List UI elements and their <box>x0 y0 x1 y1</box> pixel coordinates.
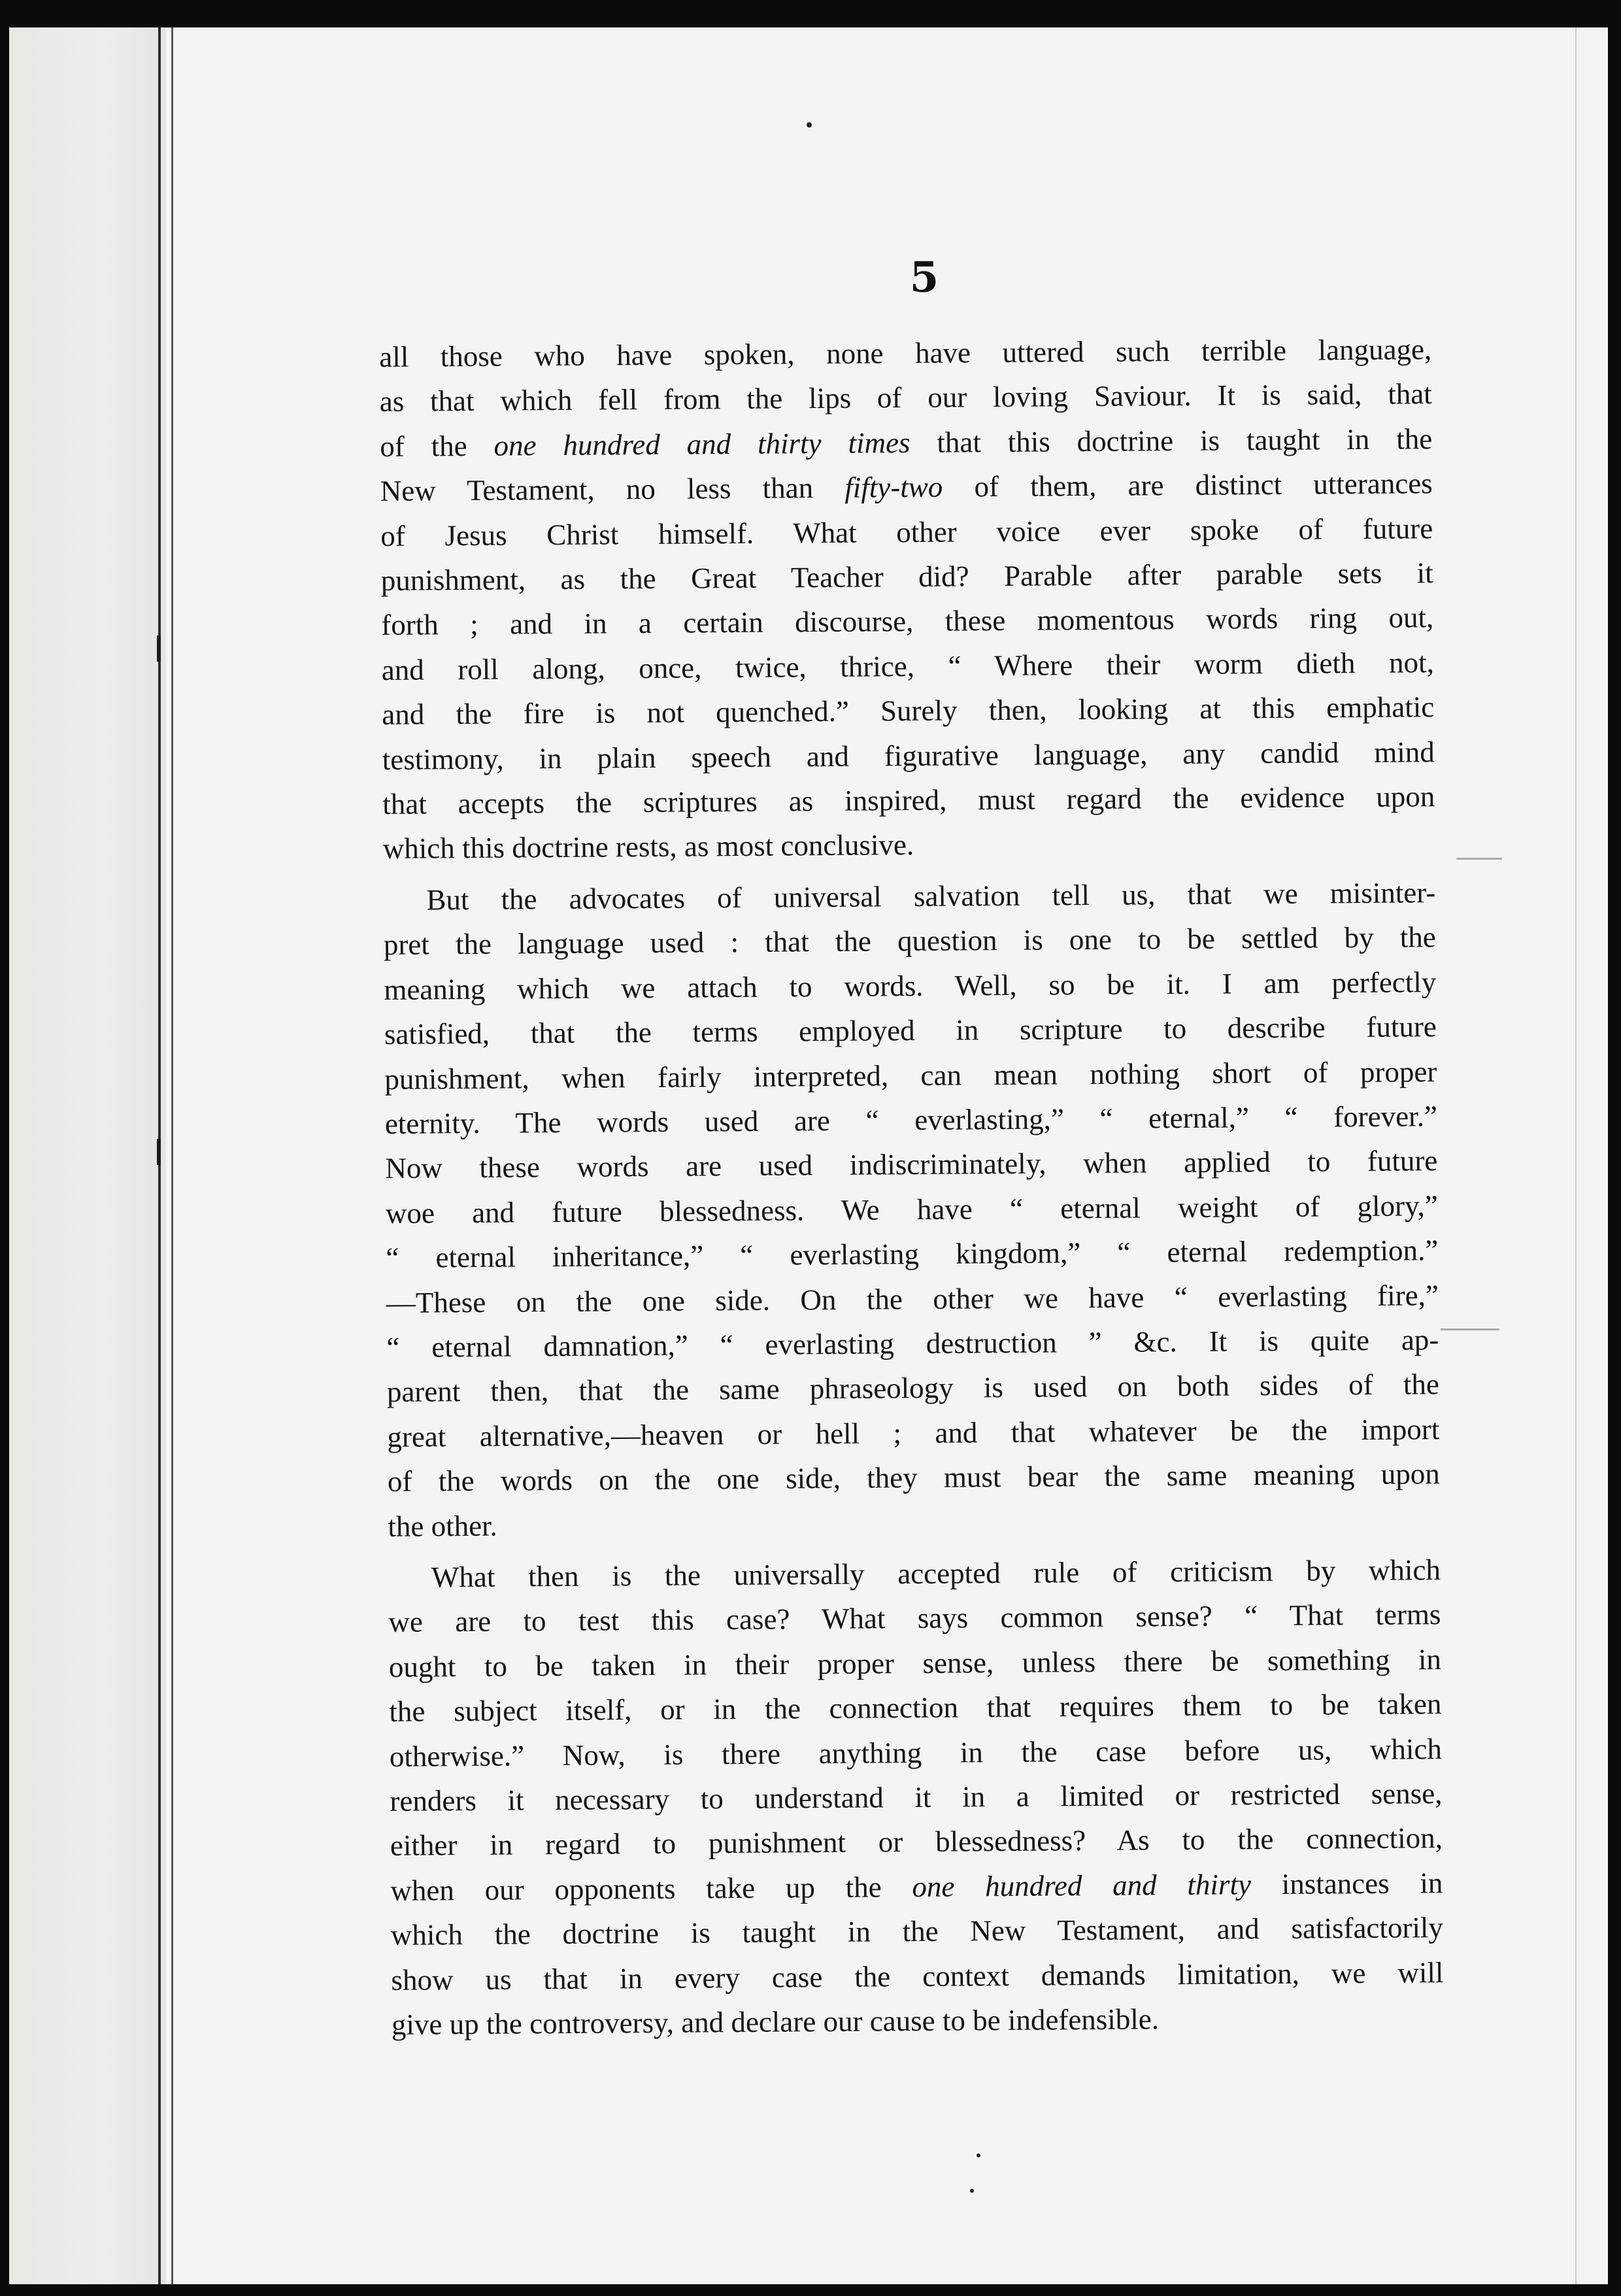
text-segment: as that which fell from the lips of our loving Saviour. It is said, that <box>379 377 1432 418</box>
scan-border-top <box>0 0 1621 27</box>
text-line <box>382 774 1435 826</box>
scan-border-bottom <box>0 2284 1621 2296</box>
binding-line-inner <box>171 27 173 2284</box>
text-segment: testimony, in plain speech and figurative language, any candid mind <box>382 735 1435 776</box>
paragraph <box>379 327 1435 871</box>
text-line <box>388 1547 1441 1600</box>
text-segment: which the doctrine is taught in the New Testament, and satisfactorily <box>390 1911 1444 1952</box>
text-segment: pret the language used : that the question is one to be settled by the <box>383 920 1436 962</box>
text-line <box>386 1183 1438 1236</box>
body-text <box>379 327 1444 2047</box>
text-line <box>383 870 1435 922</box>
text-line <box>380 372 1432 424</box>
text-line <box>391 1950 1443 2002</box>
text-line <box>382 684 1434 737</box>
text-segment: the other. <box>388 1509 498 1543</box>
text-segment: either in regard to punishment or blessedness? As to the connection, <box>390 1821 1443 1863</box>
text-line <box>384 1049 1437 1102</box>
italic-text: one hundred and thirty times <box>493 426 911 462</box>
text-segment: ought to be taken in their proper sense, unless there be something in <box>388 1642 1442 1683</box>
text-segment: all those who have spoken, none have uttered such terrible language, <box>379 333 1432 373</box>
scan-border-left <box>0 0 9 2296</box>
italic-text: one hundred and thirty <box>912 1868 1252 1903</box>
text-segment: we are to test this case? What says common sense? “ That terms <box>388 1598 1441 1639</box>
text-segment: when our opponents take up the <box>390 1870 912 1907</box>
text-segment: But the advocates of universal salvation tell us, that we misinter- <box>426 876 1436 917</box>
text-segment: give up the controversy, and declare our cause to be indefensible. <box>391 2002 1160 2041</box>
text-segment: of them, are distinct utterances <box>943 467 1433 503</box>
text-segment: of the words on the one side, they must bear the same meaning upon <box>387 1457 1440 1498</box>
ink-speck <box>970 2189 974 2193</box>
paragraph <box>383 870 1440 1549</box>
scanned-page <box>9 27 1608 2284</box>
text-segment: Now these words are used indiscriminately, when applied to future <box>385 1144 1438 1185</box>
stray-mark <box>1456 858 1502 860</box>
page-gutter <box>9 27 166 2284</box>
text-segment: show us that in every case the context demands limitation, we will <box>391 1955 1444 1997</box>
text-segment: forth ; and in a certain discourse, these momentous words ring out, <box>381 601 1434 642</box>
text-line <box>382 730 1435 782</box>
text-line <box>384 960 1436 1012</box>
paragraph <box>388 1547 1444 2047</box>
text-segment: punishment, when fairly interpreted, can mean nothing short of proper <box>384 1055 1437 1096</box>
text-line <box>388 1451 1440 1504</box>
text-line <box>383 819 1435 871</box>
text-line <box>387 1362 1439 1414</box>
text-line <box>390 1771 1442 1823</box>
text-segment: otherwise.” Now, is there anything in the case before us, which <box>389 1732 1443 1773</box>
text-line <box>388 1593 1441 1645</box>
text-segment: that accepts the scriptures as inspired, must regard the evidence upon <box>382 780 1435 821</box>
text-segment: New Testament, no less than <box>380 471 845 508</box>
text-line <box>390 1816 1443 1868</box>
text-segment: eternity. The words used are “ everlasting,” “ eternal,” “ forever.” <box>384 1100 1437 1140</box>
text-segment: and roll along, once, twice, thrice, “ Where their worm dieth not, <box>381 646 1434 686</box>
text-segment: meaning which we attach to words. Well, so be it. I am perfectly <box>384 965 1437 1006</box>
text-segment: and the fire is not quenched.” Surely then, looking at this emphatic <box>382 690 1435 732</box>
text-line <box>386 1228 1438 1280</box>
ink-speck <box>807 122 812 127</box>
text-line <box>381 596 1433 648</box>
text-line <box>392 1995 1444 2047</box>
ink-speck <box>977 2153 980 2157</box>
page-edge <box>1575 27 1577 2284</box>
text-line <box>381 550 1433 603</box>
text-line <box>390 1861 1443 1913</box>
text-line <box>385 1138 1437 1190</box>
text-segment: great alternative,—heaven or hell ; and that whatever be the import <box>387 1412 1440 1453</box>
text-segment: —These on the one side. On the other we have “ everlasting fire,” <box>386 1278 1439 1319</box>
text-segment: satisfied, that the terms employed in scripture to describe future <box>384 1010 1437 1051</box>
text-segment: woe and future blessedness. We have “ eternal weight of glory,” <box>385 1189 1438 1230</box>
text-line <box>386 1273 1439 1325</box>
text-segment: of the <box>380 429 494 463</box>
binding-mark <box>157 1139 161 1165</box>
binding-mark <box>157 635 161 662</box>
text-segment: “ eternal damnation,” “ everlasting destruction ” &c. It is quite ap- <box>386 1323 1439 1364</box>
text-segment: the subject itself, or in the connection that requires them to be taken <box>389 1687 1442 1729</box>
page-number: 5 <box>909 253 939 302</box>
text-line <box>379 327 1431 379</box>
text-segment: that this doctrine is taught in the <box>910 422 1433 459</box>
text-segment: What then is the universally accepted rule of criticism by which <box>431 1553 1441 1594</box>
stray-mark <box>1441 1328 1499 1330</box>
text-line <box>389 1681 1441 1734</box>
text-line <box>389 1637 1441 1689</box>
scan-border-right <box>1608 0 1621 2296</box>
text-line <box>386 1317 1439 1370</box>
text-line <box>385 1094 1437 1146</box>
text-segment: of Jesus Christ himself. What other voice ever spoke of future <box>380 511 1433 552</box>
text-line <box>387 1407 1439 1459</box>
text-line <box>391 1905 1443 1957</box>
text-line <box>380 416 1432 469</box>
italic-text: fifty-two <box>844 470 943 505</box>
text-line <box>384 915 1436 967</box>
text-segment: instances in <box>1250 1866 1443 1901</box>
text-line <box>380 506 1433 558</box>
text-line <box>382 640 1434 692</box>
text-line <box>384 1004 1437 1056</box>
text-segment: renders it necessary to understand it in a limited or restricted sense, <box>390 1777 1443 1817</box>
text-segment: parent then, that the same phraseology is used on both sides of the <box>386 1368 1439 1409</box>
text-line <box>380 461 1433 513</box>
text-line <box>390 1727 1442 1779</box>
text-segment: which this doctrine rests, as most conclusive. <box>382 828 914 866</box>
text-segment: punishment, as the Great Teacher did? Parable after parable sets it <box>380 556 1433 598</box>
text-segment: “ eternal inheritance,” “ everlasting kingdom,” “ eternal redemption.” <box>386 1234 1439 1275</box>
text-line <box>388 1496 1440 1549</box>
